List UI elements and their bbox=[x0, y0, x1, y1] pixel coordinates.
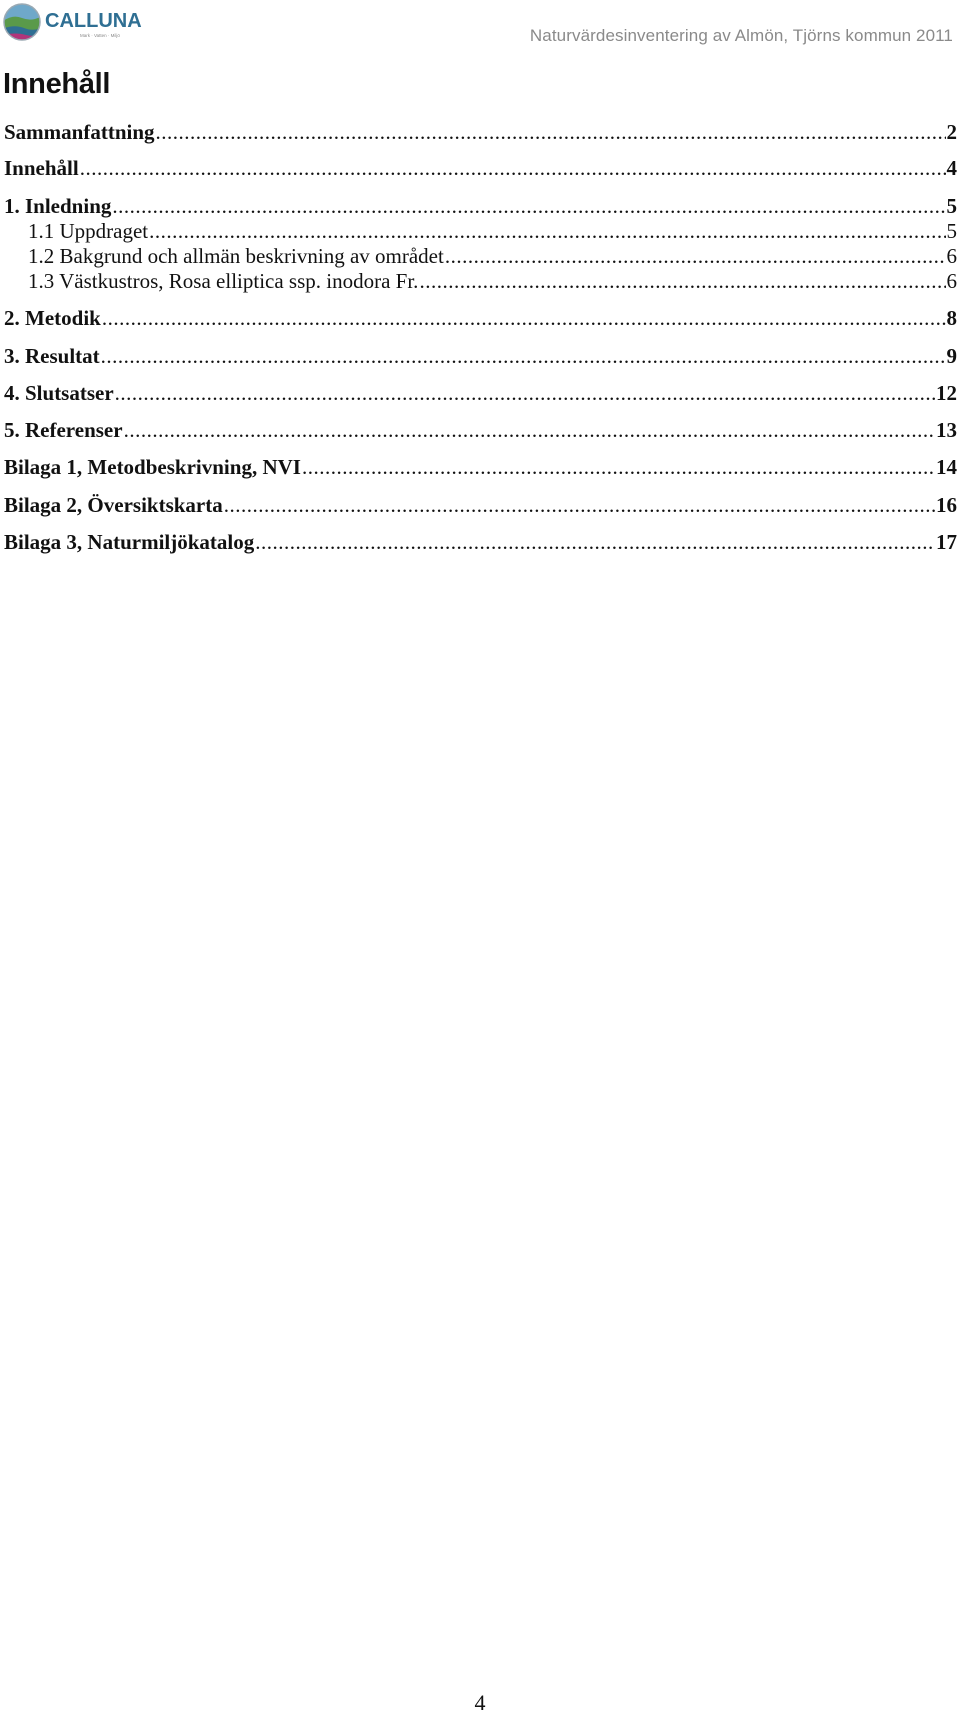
toc-entry-page-number: 6 bbox=[946, 269, 957, 293]
toc-dot-leader bbox=[102, 304, 946, 332]
toc-entry-label: 1. Inledning bbox=[4, 194, 112, 218]
toc-entry[interactable] bbox=[4, 416, 957, 444]
toc-entry-page-number: 8 bbox=[946, 306, 957, 330]
svg-text:CALLUNA: CALLUNA bbox=[45, 10, 142, 32]
toc-dot-leader bbox=[124, 416, 935, 444]
toc-entry[interactable] bbox=[4, 118, 957, 146]
toc-entry-label: Bilaga 3, Naturmiljökatalog bbox=[4, 530, 255, 554]
toc-entry-label: Innehåll bbox=[4, 156, 79, 180]
toc-entry-label: 5. Referenser bbox=[4, 418, 123, 442]
toc-dot-leader bbox=[445, 242, 946, 270]
toc-entry-page-number: 14 bbox=[936, 455, 957, 479]
toc-entry[interactable] bbox=[28, 217, 957, 245]
toc-entry-label: 1.3 Västkustros, Rosa elliptica ssp. inodora Fr. bbox=[28, 269, 419, 293]
toc-entry-page-number: 12 bbox=[936, 381, 957, 405]
toc-entry[interactable] bbox=[4, 342, 957, 370]
calluna-logo bbox=[2, 2, 147, 46]
toc-dot-leader bbox=[115, 379, 935, 407]
toc-entry[interactable] bbox=[4, 491, 957, 519]
toc-dot-leader bbox=[419, 267, 945, 295]
toc-entry-page-number: 9 bbox=[946, 344, 957, 368]
toc-entry[interactable] bbox=[4, 453, 957, 481]
toc-dot-leader bbox=[80, 154, 946, 182]
toc-entry-page-number: 13 bbox=[936, 418, 957, 442]
toc-entry-page-number: 16 bbox=[936, 493, 957, 517]
toc-entry-label: Bilaga 1, Metodbeskrivning, NVI bbox=[4, 455, 301, 479]
toc-entry-page-number: 4 bbox=[946, 156, 957, 180]
toc-entry-page-number: 2 bbox=[946, 120, 957, 144]
toc-entry-label: 4. Slutsatser bbox=[4, 381, 114, 405]
toc-dot-leader bbox=[255, 528, 935, 556]
toc-entry-label: Sammanfattning bbox=[4, 120, 155, 144]
toc-entry[interactable] bbox=[4, 528, 957, 556]
toc-entry-label: 2. Metodik bbox=[4, 306, 101, 330]
toc-dot-leader bbox=[302, 453, 935, 481]
document-title: Naturvärdesinventering av Almön, Tjörns kommun 2011 bbox=[529, 26, 953, 45]
page-header bbox=[0, 0, 960, 50]
toc-entry[interactable] bbox=[28, 242, 957, 270]
page-number: 4 bbox=[474, 1690, 486, 1715]
toc-entry-label: 3. Resultat bbox=[4, 344, 100, 368]
toc-entry-page-number: 5 bbox=[946, 219, 957, 243]
toc-entry-label: 1.1 Uppdraget bbox=[28, 219, 149, 243]
toc-entry[interactable] bbox=[4, 154, 957, 182]
toc-entry[interactable] bbox=[4, 192, 957, 220]
toc-dot-leader bbox=[224, 491, 935, 519]
toc-entry[interactable] bbox=[4, 379, 957, 407]
toc-entry-label: 1.2 Bakgrund och allmän beskrivning av området bbox=[28, 244, 444, 268]
toc-entry-label: Bilaga 2, Översiktskarta bbox=[4, 493, 223, 517]
toc-entry-page-number: 6 bbox=[946, 244, 957, 268]
toc-dot-leader bbox=[112, 192, 945, 220]
toc-dot-leader bbox=[101, 342, 946, 370]
svg-text:Mark · Vatten · Miljö: Mark · Vatten · Miljö bbox=[80, 33, 120, 38]
toc-entry[interactable] bbox=[28, 267, 957, 295]
toc-heading: Innehåll bbox=[3, 68, 111, 100]
toc-entry-page-number: 5 bbox=[946, 194, 957, 218]
toc-dot-leader bbox=[149, 217, 945, 245]
toc-entry-page-number: 17 bbox=[936, 530, 957, 554]
toc-dot-leader bbox=[156, 118, 946, 146]
toc-entry[interactable] bbox=[4, 304, 957, 332]
